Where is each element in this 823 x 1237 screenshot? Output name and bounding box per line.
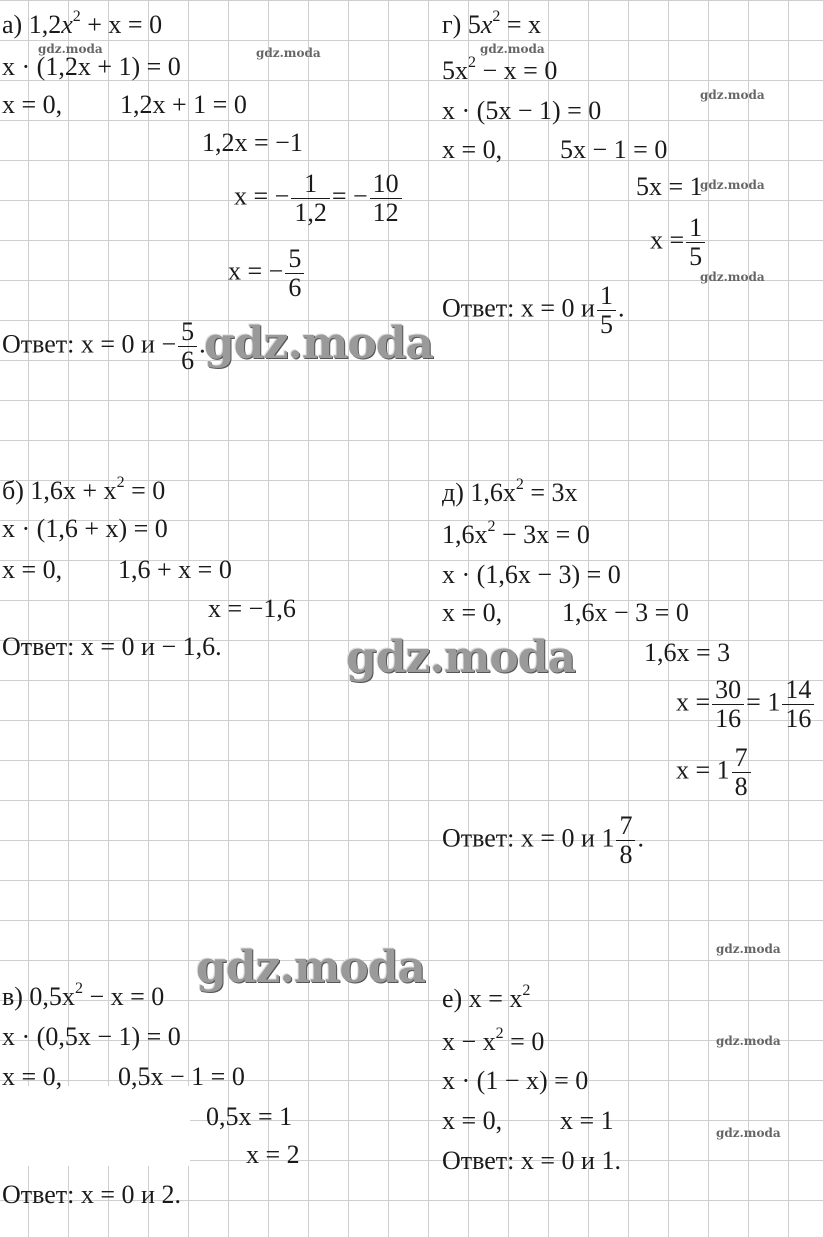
watermark-small: gdz.moda: [700, 270, 765, 284]
g-line-6: x = $\frac{1}{5}$: [650, 214, 707, 271]
d-line-4b: 1,6x − 3 = 0: [562, 598, 689, 627]
g-line-1: г) $5x^2 = x$: [442, 8, 542, 39]
watermark-small: gdz.moda: [256, 46, 321, 60]
b-line-1: б) $1,6x + x^2 = 0$: [2, 474, 166, 505]
g-line-5: 5x = 1: [636, 172, 703, 201]
d-line-4a: x = 0,: [442, 598, 503, 627]
d-answer: Ответ: x = 0 и 1 $\frac{7}{8}$ .: [442, 811, 644, 869]
a-line-1: а) $1,2x^2 + x = 0$: [2, 8, 163, 39]
a-line-3a: x = 0,: [2, 90, 63, 119]
v-line-2: x · (0,5x − 1) = 0: [2, 1022, 181, 1051]
b-answer: Ответ: x = 0 и − 1,6.: [2, 632, 222, 661]
a-line-5: x = − $\frac{1}{1,2}$ = − $\frac{10}{12}$: [234, 170, 404, 227]
a-line-2: x · (1,2x + 1) = 0: [2, 52, 181, 81]
v-line-3a: x = 0,: [2, 1062, 63, 1091]
watermark-small: gdz.moda: [716, 1126, 781, 1140]
b-line-3b: 1,6 + x = 0: [118, 555, 232, 584]
watermark-small: gdz.moda: [716, 1034, 781, 1048]
a-line-3b: 1,2x + 1 = 0: [120, 90, 247, 119]
a-fraction-3: $\frac{5}{6}$: [285, 245, 304, 302]
a-fraction-2: $\frac{10}{12}$: [370, 170, 402, 227]
b-line-2: x · (1,6 + x) = 0: [2, 514, 168, 543]
watermark-large: gdz.moda: [196, 942, 426, 993]
v-line-5: x = 2: [246, 1140, 300, 1169]
watermark-large: gdz.moda: [204, 318, 434, 369]
a-answer: Ответ: x = 0 и − $\frac{5}{6}$ .: [2, 317, 206, 375]
v-answer: Ответ: x = 0 и 2.: [2, 1180, 181, 1209]
e-line-3: x · (1 − x) = 0: [442, 1066, 589, 1095]
a-line-6: x = − $\frac{5}{6}$: [228, 245, 306, 302]
g-line-2: $5x^2 - x = 0$: [442, 54, 558, 85]
e-line-1: е) $x = x^2$: [442, 982, 531, 1013]
d-line-5: 1,6x = 3: [644, 638, 731, 667]
e-line-4a: x = 0,: [442, 1106, 503, 1135]
d-line-1: д) $1,6x^2 = 3x$: [442, 476, 578, 507]
watermark-small: gdz.moda: [480, 42, 545, 56]
g-answer: Ответ: x = 0 и $\frac{1}{5}$ .: [442, 281, 625, 339]
a-line-4: 1,2x = −1: [202, 128, 303, 157]
watermark-small: gdz.moda: [716, 942, 781, 956]
b-line-3a: x = 0,: [2, 555, 63, 584]
d-line-7: x = 1 $\frac{7}{8}$: [676, 744, 753, 801]
v-line-4: 0,5x = 1: [206, 1102, 293, 1131]
watermark-small: gdz.moda: [700, 178, 765, 192]
watermark-small: gdz.moda: [38, 42, 103, 56]
e-line-2: $x - x^2 = 0$: [442, 1025, 545, 1056]
watermark-small: gdz.moda: [700, 88, 765, 102]
g-line-3: x · (5x − 1) = 0: [442, 96, 602, 125]
white-patch: [0, 1086, 190, 1166]
a-fraction-1: $\frac{1}{1,2}$: [291, 170, 330, 227]
v-line-1: в) $0,5x^2 - x = 0$: [2, 980, 165, 1011]
b-line-4: x = −1,6: [208, 594, 296, 623]
e-line-4b: x = 1: [560, 1106, 614, 1135]
d-line-6: x = $\frac{30}{16}$ = 1 $\frac{14}{16}$: [676, 676, 816, 733]
g-line-4a: x = 0,: [442, 135, 503, 164]
v-line-3b: 0,5x − 1 = 0: [118, 1062, 245, 1091]
watermark-large: gdz.moda: [346, 632, 576, 683]
g-line-4b: 5x − 1 = 0: [560, 135, 668, 164]
d-line-2: $1,6x^2 - 3x = 0$: [442, 518, 590, 549]
d-line-3: x · (1,6x − 3) = 0: [442, 560, 621, 589]
e-answer: Ответ: x = 0 и 1.: [442, 1146, 621, 1175]
